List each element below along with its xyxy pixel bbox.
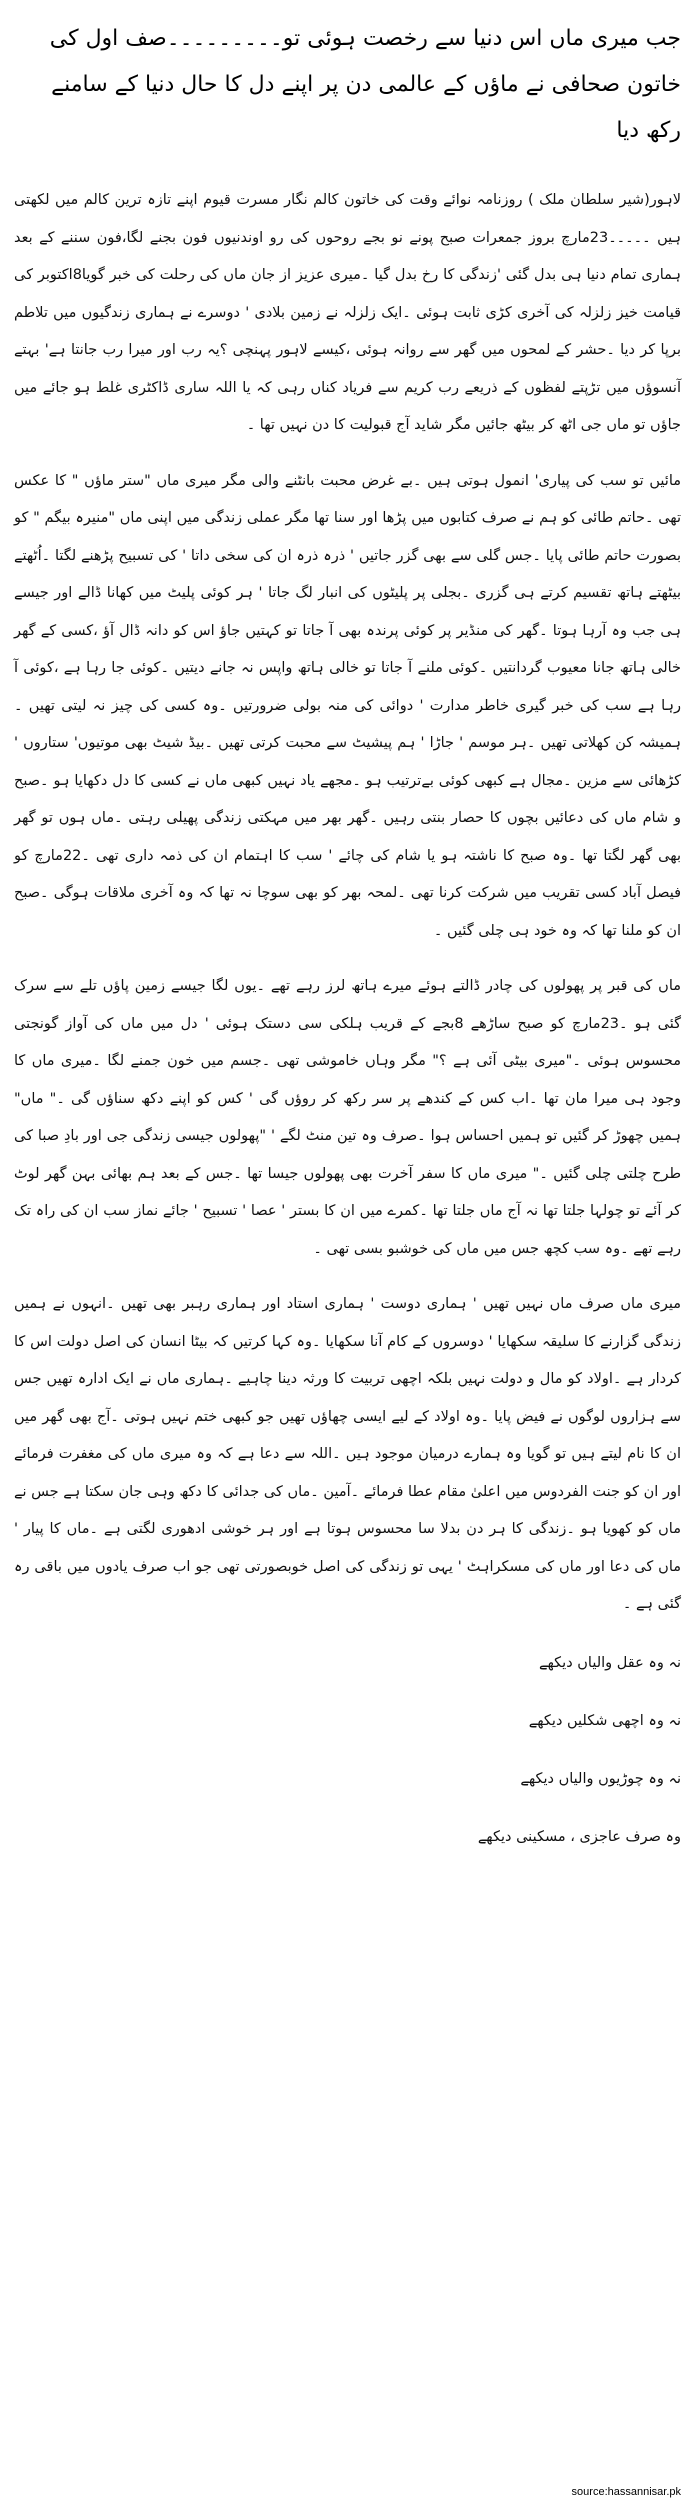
poem-verse: نہ وہ چوڑیوں والیاں دیکھے <box>520 1770 681 1787</box>
poem-verses <box>14 1652 681 1848</box>
poem-verse: وہ صرف عاجزی ، مسکینی دیکھے <box>477 1828 681 1845</box>
article-paragraph: ماں کی قبر پر پھولوں کی چادر ڈالتے ہوئے میرے ہاتھ لرز رہے تھے ۔یوں لگا جیسے زمین پاؤں تلے سے سرک گئی ہو ۔23مارچ کو صبح ساڑھے 8بجے کے قریب ہلکی سی دستک ہوئی ' دل میں ماں کی آواز گونجتی محسوس ہوئی ۔"میری بیٹی آئی ہے ؟" مگر وہاں خاموشی تھی ۔جسم میں خون جمنے لگا ۔میری ماں کا وجود ہی میرا مان تھا ۔اب کس کے کندھے پر سر رکھ کر روؤں گی ' کس کو اپنے دکھ سناؤں گی ۔" ماں" ہمیں چھوڑ کر گئیں تو ہمیں احساس ہوا ۔صرف وہ تین منٹ لگے ' "پھولوں جیسی زندگی جی اور بادِ صبا کی طرح چلتی چلی گئیں ۔" میری ماں کا سفر آخرت بھی پھولوں جیسا تھا ۔جس کے بعد ہم بھائی بہن گھر لوٹ کر آئے تو چولہا جلتا تھا نہ آج ماں جلتا تھا ۔کمرے میں ان کا بستر ' عصا ' تسبیح ' جائے نماز سب ان کی راہ تک رہے تھے ۔وہ سب کچھ جس میں ماں کی خوشبو بسی تھی ۔ <box>14 978 681 1257</box>
article-headline: جب میری ماں اس دنیا سے رخصت ہوئی تو۔۔۔۔۔۔۔۔۔صف اول کی خاتون صحافی نے ماؤں کے عالمی دن پر اپنے دل کا حال دنیا کے سامنے رکھ دیا <box>49 26 681 143</box>
article-body <box>14 182 681 1624</box>
poem-verse: نہ وہ اچھی شکلیں دیکھے <box>528 1712 681 1729</box>
article-paragraph: میری ماں صرف ماں نہیں تھیں ' ہماری دوست ' ہماری استاد اور ہماری رہبر بھی تھیں ۔انہوں نے ہمیں زندگی گزارنے کا سلیقہ سکھایا ' دوسروں کے کام آنا سکھایا ۔وہ کہا کرتیں کہ بیٹا انسان کی اصل دولت اس کا کردار ہے ۔اولاد کو مال و دولت نہیں بلکہ اچھی تربیت کا ورثہ دینا چاہیے ۔ہماری ماں نے ایک ادارہ تھیں جس سے ہزاروں لوگوں نے فیض پایا ۔وہ اولاد کے لیے ایسی چھاؤں تھیں جو کبھی ختم نہیں ہوتی ۔آج بھی گھر میں ان کا نام لیتے ہیں تو گویا وہ ہمارے درمیان موجود ہیں ۔اللہ سے دعا ہے کہ وہ میری ماں کی مغفرت فرمائے اور ان کو جنت الفردوس میں اعلیٰ مقام عطا فرمائے ۔آمین ۔ماں کی جدائی کا دکھ وہی جان سکتا ہے جس نے ماں کو کھویا ہو ۔زندگی کا ہر دن بدلا سا محسوس ہوتا ہے اور ہر خوشی ادھوری لگتی ہے ۔ماں کا پیار ' ماں کی دعا اور ماں کی مسکراہٹ ' یہی تو زندگی کی اصل خوبصورتی تھی جو اب صرف یادوں میں باقی رہ گئی ہے ۔ <box>14 1296 681 1612</box>
article-paragraph: لاہور(شیر سلطان ملک ) روزنامہ نوائے وقت کی خاتون کالم نگار مسرت قیوم اپنے تازہ ترین کالم میں لکھتی ہیں ۔۔۔۔۔23مارچ بروز جمعرات صبح پونے نو بجے روحوں کی رو اوندنیوں فون بجنے لگا،فون سننے کے بعد ہماری تمام دنیا ہی بدل گئی 'زندگی کا رخ بدل گیا ۔میری عزیز از جان ماں کی رحلت کی خبر گویا8اکتوبر کی قیامت خیز زلزلہ کی آخری کڑی ثابت ہوئی ۔ایک زلزلہ نے زمین بلادی ' دوسرے نے ہماری زندگیوں میں تلاطم برپا کر دیا ۔حشر کے لمحوں میں گھر سے روانہ ہوئی ،کیسے لاہور پہنچی ؟یہ رب اور میرا رب جانتا ہے' بہتے آنسوؤں میں تڑپتے لفظوں کے ذریعے رب کریم سے فریاد کناں رہی کہ یا اللہ ساری ڈاکٹری غلط ہو جائے میں جاؤں تو ماں جی اٹھ کر بیٹھ جائیں مگر شاید آج قبولیت کا دن نہیں تھا ۔ <box>14 192 682 433</box>
source-credit: source:hassannisar.pk <box>571 2486 681 2498</box>
poem-verse: نہ وہ عقل والیاں دیکھے <box>538 1654 681 1671</box>
article-paragraph: مائیں تو سب کی پیاری' انمول ہوتی ہیں ۔بے غرض محبت بانٹنے والی مگر میری ماں "ستر ماؤں " کا عکس تھی ۔حاتم طائی کو ہم نے صرف کتابوں میں پڑھا اور سنا تھا مگر عملی زندگی میں اپنی ماں "منیرہ بیگم " کو بصورت حاتم طائی پایا ۔جس گلی سے بھی گزر جاتیں ' ذرہ ذرہ ان کی سخی داتا ' کی تسبیح پڑھنے لگتا ۔اُٹھتے بیٹھتے ہاتھ تقسیم کرتے ہی گزری ۔بجلی پر پلیٹوں کی انبار لگ جاتا ' ہر کوئی پلیٹ میں کھانا ڈالے اور جیسے ہی جب وہ آرہا ہوتا ۔گھر کی منڈیر پر کوئی پرندہ بھی آ جاتا تو کہتیں جاؤ اس کو دانہ ڈال آؤ ،کسی کے گھر خالی ہاتھ جانا معیوب گردانتیں ۔کوئی ملنے آ جاتا تو خالی ہاتھ واپس نہ جانے دیتیں ۔کوئی جا رہا ہے ،کوئی آ رہا ہے سب کی خبر گیری خاطر مدارت ' دوائی کی منہ بولی ضرورتیں ۔وہ کسی کی چیز نہ لیتی تھیں ۔ہمیشہ کن کھلاتی تھیں ۔ہر موسم ' جاڑا ' ہم پیشیٹ سے محبت کرتی تھیں ۔بیڈ شیٹ بھی موتیوں' ستاروں ' کڑھائی سے مزین ۔مجال ہے کبھی کوئی بےترتیب ہو ۔مجھے یاد نہیں کبھی ماں نے کسی کا دل دکھایا ہو ۔صبح و شام ماں کی دعائیں بچوں کا حصار بنتی رہیں ۔گھر بھر میں مہکتی زندگی پھیلی رہتی ۔ماں ہوں تو گھر بھی گھر لگتا تھا ۔وہ صبح کا ناشتہ ہو یا شام کی چائے ' سب کا اہتمام ان کی ذمہ داری تھی ۔22مارچ کو فیصل آباد کسی تقریب میں شرکت کرنا تھی ۔لمحہ بھر کو بھی سوچا نہ تھا کہ وہ آخری ملاقات ہوگی ۔صبح ان کو ملنا تھا کہ وہ خود ہی چلی گئیں ۔ <box>14 472 681 939</box>
